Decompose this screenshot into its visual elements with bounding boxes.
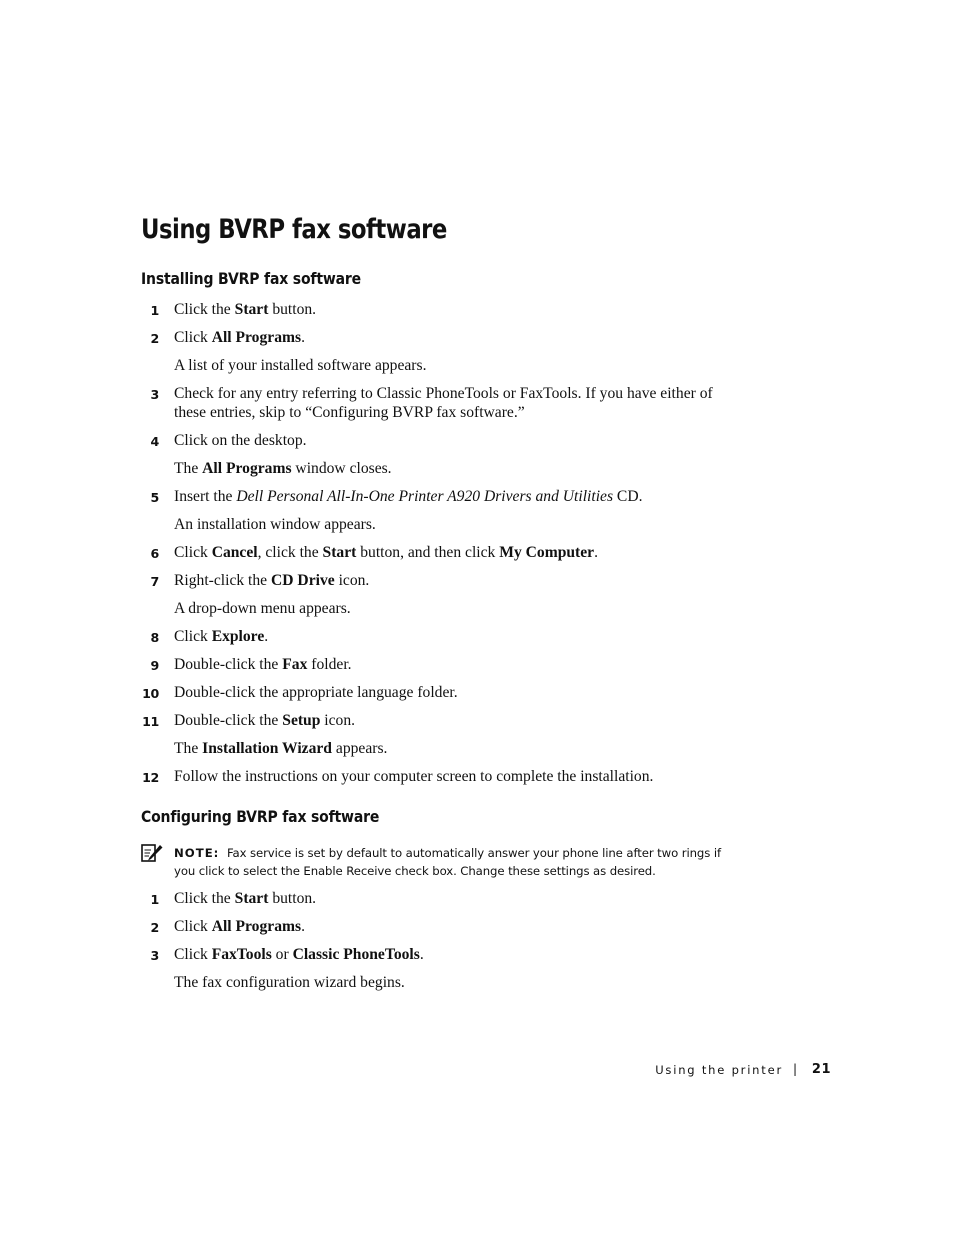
step-number: 3: [150, 948, 159, 963]
step-number: 1: [150, 892, 159, 907]
manual-page: Using BVRP fax software Installing BVRP fax software 1 Click the Start button. 2 Click All Programs. A list of your installed software appears. 3 Check for any entry referring to Classic PhoneTools or FaxTools. If you have either of these entries, skip to “Configuring BVRP fax software.” 4 Click on the desktop. The All Programs window closes. 5 Insert the Dell Personal All-In-One Printer A920 Drivers and Utilities CD. An installation window appears. 6 Click Cancel, click the Start button, and then click My Computer. 7 Right-click the CD Drive icon. A drop-down menu appears. 8 Click Explore. 9 Double-click the Fax folder. 10 Double-click the appropriate language folder. 11 Double-click the Setup icon. The Installation Wizard appears. 12 Follow the instructions on your computer screen to complete the installation. Configuring BVRP fax software NOTE: Fax service is set by default to automatically answer your phone line after two rings if you click to select the Enable Receive check box. Change these settings as desired. 1 Click the Start button. 2 Click All Programs. 3 Click FaxTools or Classic PhoneTools. The fax configuration wizard begins. Using the printer | 21: [0, 0, 954, 1235]
footer-section-title: Using the printer: [655, 1063, 783, 1077]
section-heading-installing: Installing BVRP fax software: [141, 269, 361, 288]
note-label: NOTE:: [174, 846, 220, 860]
step-number: 1: [150, 303, 159, 318]
note-callout: [141, 842, 741, 882]
step-number: 12: [142, 770, 159, 785]
enable-receive-label: Enable Receive: [303, 864, 392, 878]
step-number: 8: [150, 630, 159, 645]
step-number: 9: [150, 658, 159, 673]
step-number: 2: [150, 331, 159, 346]
pencil-note-icon: [141, 844, 165, 866]
footer-separator: |: [792, 1062, 797, 1076]
step-number: 10: [142, 686, 159, 701]
note-text: NOTE: Fax service is set by default to automatically answer your phone line after two rings if you click to select the Enable Receive check box. Change these settings as desired.: [174, 846, 722, 878]
step-number: 2: [150, 920, 159, 935]
page-title: Using BVRP fax software: [141, 214, 447, 245]
step-number: 4: [150, 434, 159, 449]
step-number: 5: [150, 490, 159, 505]
step-number: 7: [150, 574, 159, 589]
page-footer: [600, 1062, 831, 1082]
section-heading-configuring: Configuring BVRP fax software: [141, 807, 380, 826]
step-number: 11: [142, 714, 159, 729]
step-number: 3: [150, 387, 159, 402]
step-number: 6: [150, 546, 159, 561]
page-number: 21: [811, 1062, 831, 1077]
